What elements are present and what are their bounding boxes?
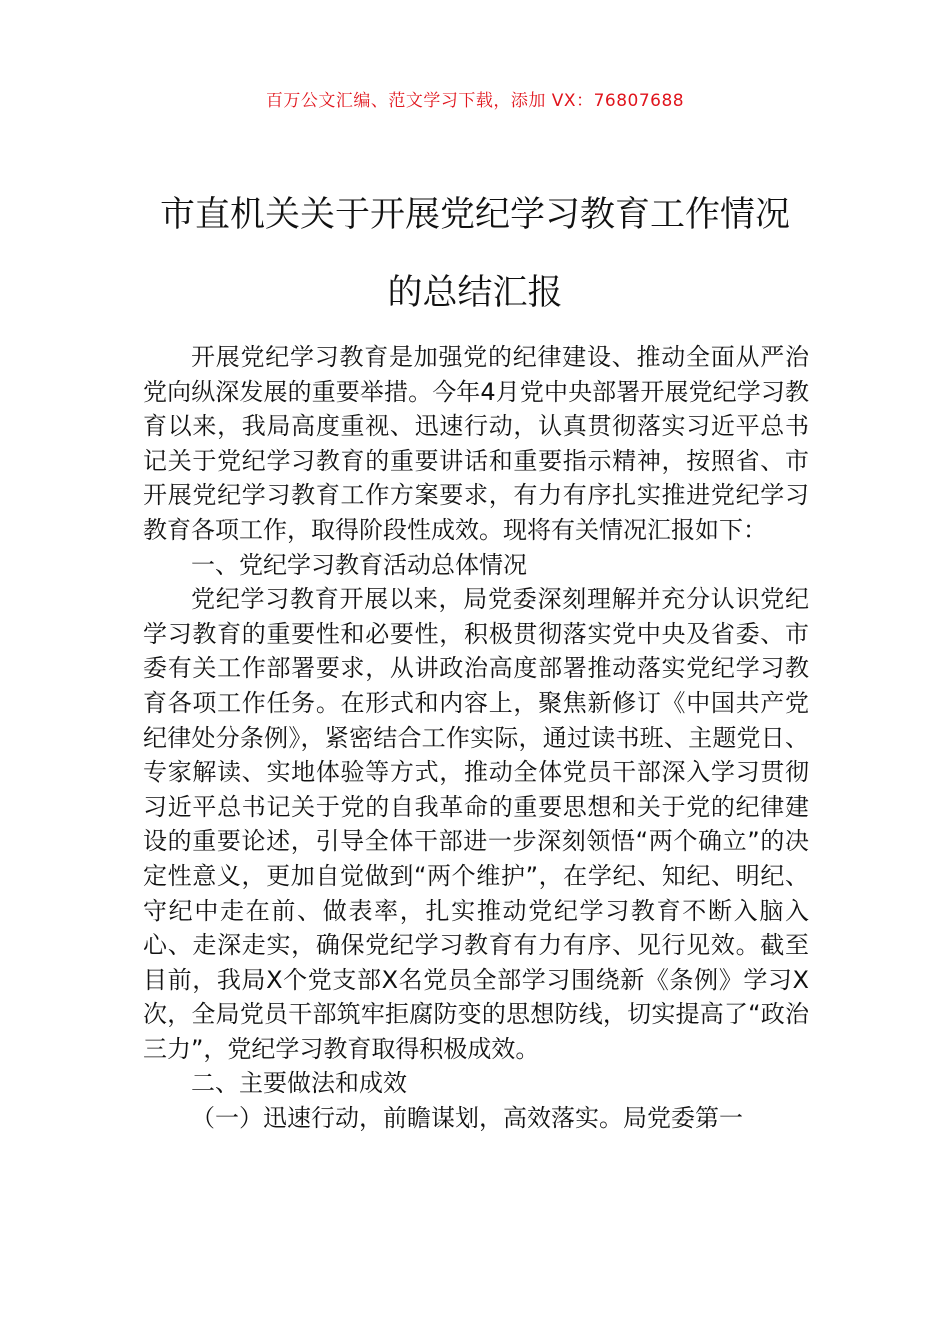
section-heading-1: 一、党纪学习教育活动总体情况: [191, 550, 527, 579]
header-watermark-note: 百万公文汇编、范文学习下载，添加 VX：76807688: [265, 91, 685, 111]
section-heading-2: 二、主要做法和成效: [191, 1069, 407, 1098]
title-line-2: 的总结汇报: [387, 273, 563, 313]
title-line-1: 市直机关关于开展党纪学习教育工作情况: [159, 195, 790, 235]
document-body: [143, 340, 809, 1136]
document-title: [140, 176, 810, 332]
intro-paragraph: 开展党纪学习教育是加强党的纪律建设、推动全面从严治党向纵深发展的重要举措。今年4月党中央部署开展党纪学习教育以来，我局高度重视、迅速行动，认真贯彻落实习近平总书记关于党纪学习教育的重要讲话和重要指示精神，按照省、市开展党纪学习教育工作方案要求，有力有序扎实推进党纪学习教育各项工作，取得阶段性成效。现将有关情况汇报如下：: [143, 343, 809, 544]
section-2-1-paragraph: （一）迅速行动，前瞻谋划，高效落实。局党委第一: [191, 1104, 743, 1133]
section-1-paragraph: 党纪学习教育开展以来，局党委深刻理解并充分认识党纪学习教育的重要性和必要性，积极贯彻落实党中央及省委、市委有关工作部署要求，从讲政治高度部署推动落实党纪学习教育各项工作任务。在形式和内容上，聚焦新修订《中国共产党纪律处分条例》，紧密结合工作实际，通过读书班、主题党日、专家解读、实地体验等方式，推动全体党员干部深入学习贯彻习近平总书记关于党的自我革命的重要思想和关于党的纪律建设的重要论述，引导全体干部进一步深刻领悟“两个确立”的决定性意义，更加自觉做到“两个维护”，在学纪、知纪、明纪、守纪中走在前、做表率，扎实推动党纪学习教育不断入脑入心、走深走实，确保党纪学习教育有力有序、见行见效。截至目前，我局X个党支部X名党员全部学习围绕新《条例》学习X次，全局党员干部筑牢拒腐防变的思想防线，切实提高了“政治三力”，党纪学习教育取得积极成效。: [143, 585, 809, 1063]
